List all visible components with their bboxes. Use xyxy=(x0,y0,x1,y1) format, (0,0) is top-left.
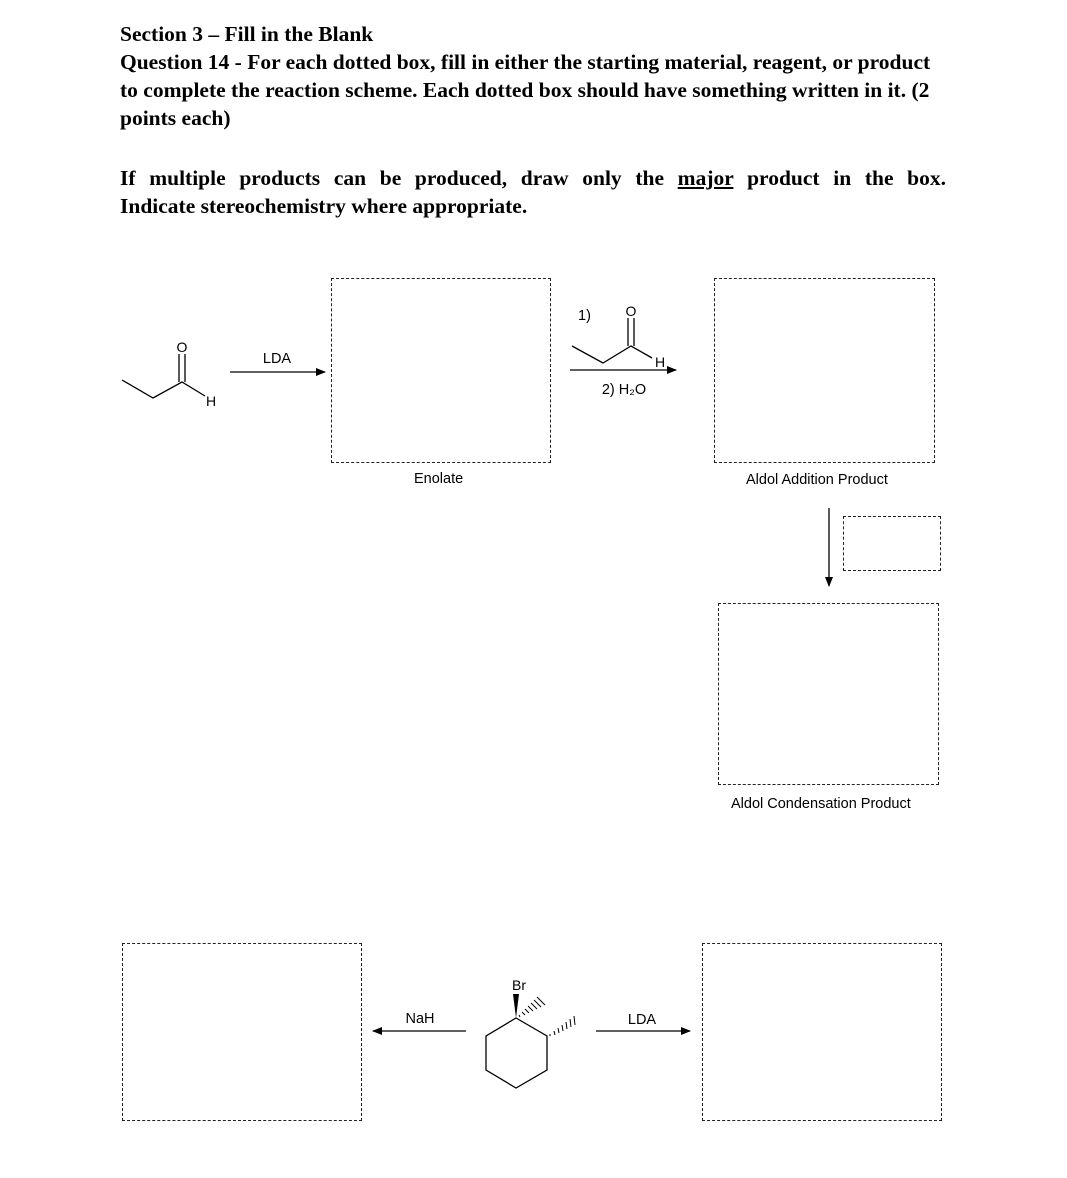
question-body: For each dotted box, fill in either the starting material, reagent, or product to complete the reaction scheme. Each dotted box should have something written in it. (2 points each) xyxy=(120,50,931,130)
aldehyde-hydrogen-label: H xyxy=(205,393,217,409)
methyl-hashed-bond xyxy=(550,1016,575,1036)
bromomethylcyclohexane-structure xyxy=(486,994,575,1088)
major-emphasis: major xyxy=(677,166,734,190)
lda-reagent-label-2: LDA xyxy=(627,1012,657,1028)
instructions-line-1: If multiple products can be produced, draw only the major product in the box. xyxy=(120,166,946,190)
bromine-label: Br xyxy=(512,977,526,993)
enolate-label: Enolate xyxy=(414,471,464,487)
step-1-label: 1) xyxy=(578,308,591,324)
reagent-propanal-structure xyxy=(572,318,652,363)
instructions-line-2: Indicate stereochemistry where appropriate. xyxy=(120,194,528,218)
carbonyl-oxygen-label: O xyxy=(176,339,188,355)
aldol-addition-label: Aldol Addition Product xyxy=(746,472,888,488)
nah-reagent-label: NaH xyxy=(405,1011,435,1027)
br-wedge-bond xyxy=(513,994,519,1018)
propanal-structure xyxy=(122,354,205,398)
section-title: Section 3 – Fill in the Blank xyxy=(120,22,374,46)
reagent-carbonyl-oxygen-label: O xyxy=(625,303,637,319)
question-prefix: Question 14 - xyxy=(120,50,248,74)
reagent-aldehyde-hydrogen-label: H xyxy=(654,354,666,370)
step-2-label: 2) H₂O xyxy=(601,382,647,398)
aldol-condensation-label: Aldol Condensation Product xyxy=(731,796,911,812)
c1-hashed-bond xyxy=(519,997,545,1017)
lda-reagent-label: LDA xyxy=(262,351,292,367)
